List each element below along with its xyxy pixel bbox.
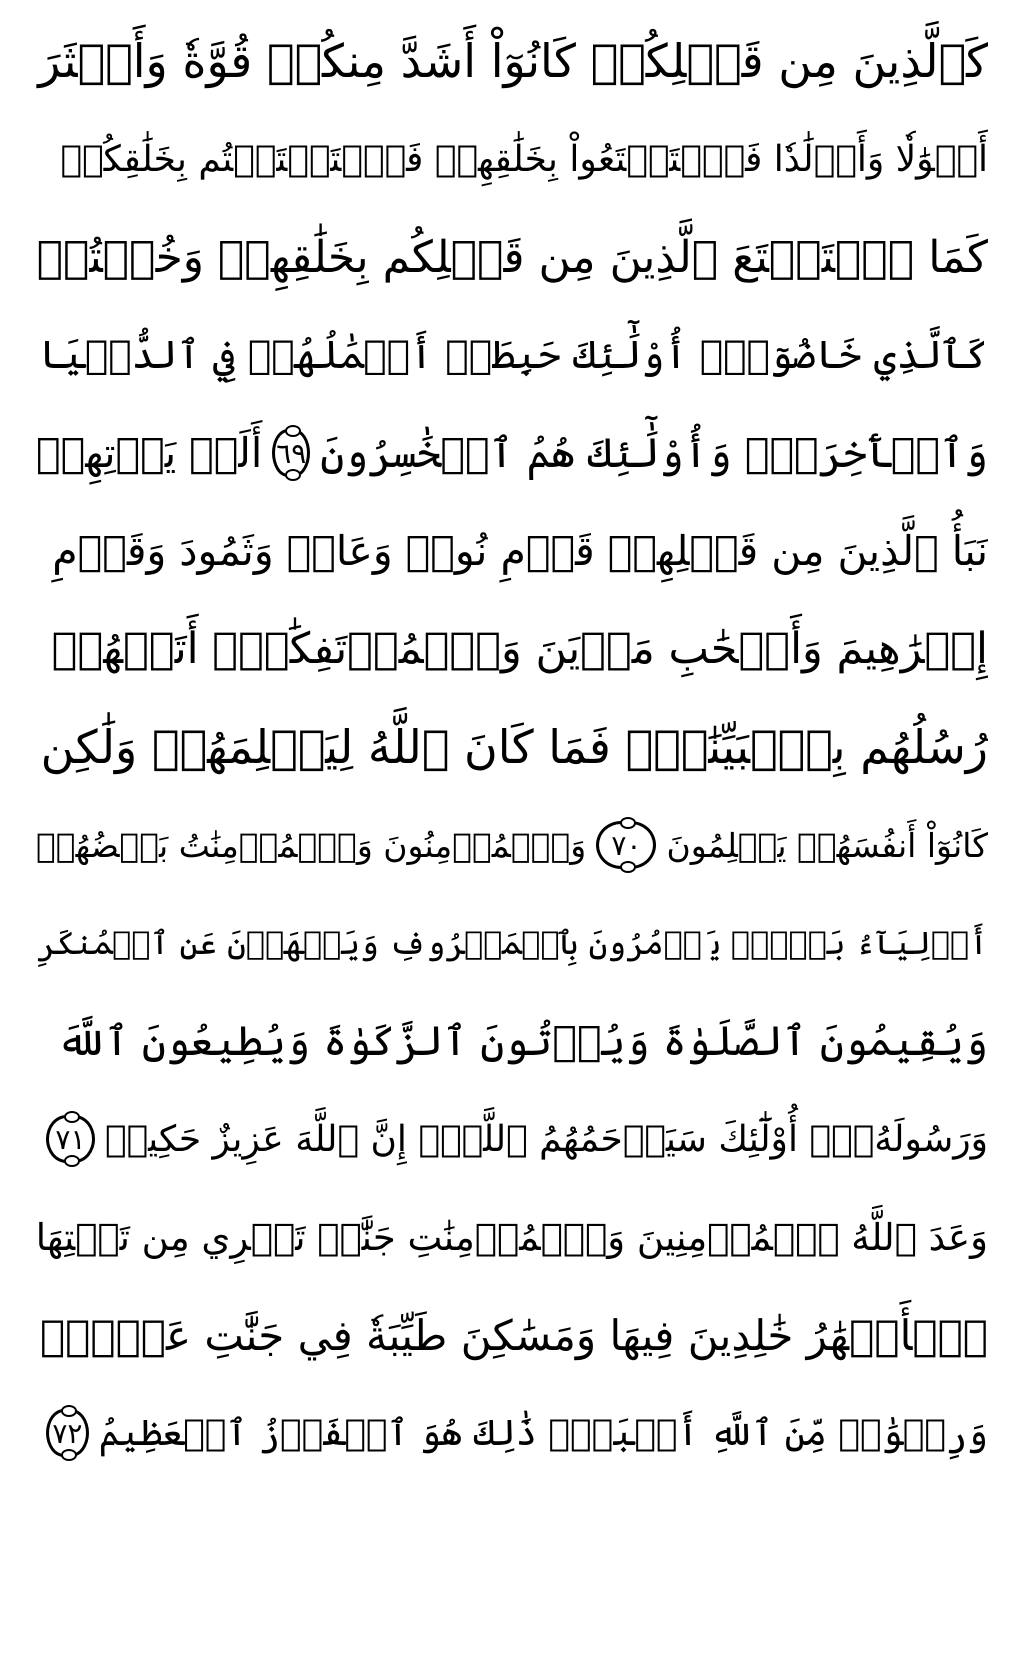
ayah-number-marker: ٦٩: [272, 429, 310, 477]
text-line: [36, 1090, 988, 1188]
line-text: نَبَأُ ٱلَّذِينَ مِن قَبۡلِهِمۡ قَوۡمِ نُوحٖ وَعَادٖ وَثَمُودَ وَقَوۡمِ: [52, 527, 988, 575]
line-text-before-marker: وَٱلۡأٓخِرَةِۖ وَأُوْلَٰٓئِكَ هُمُ ٱلۡخَٰسِرُونَ: [320, 429, 988, 477]
text-line: [36, 502, 988, 600]
text-line: [36, 796, 988, 894]
line-text: ٱلۡأَنۡهَٰرُ خَٰلِدِينَ فِيهَا وَمَسَٰكِنَ طَيِّبَةٗ فِي جَنَّٰتِ عَدۡنٖۚ: [39, 1310, 988, 1360]
text-line: [36, 208, 988, 306]
line-text-after-marker: وَٱلۡمُؤۡمِنُونَ وَٱلۡمُؤۡمِنَٰتُ بَعۡضُهُمۡ: [36, 825, 587, 865]
text-line: [36, 110, 988, 208]
text-line: [36, 992, 988, 1090]
text-line: [36, 600, 988, 698]
text-line: [36, 404, 988, 502]
text-line: [36, 1384, 988, 1482]
line-text: إِبۡرَٰهِيمَ وَأَصۡحَٰبِ مَدۡيَنَ وَٱلۡمُؤۡتَفِكَٰتِۚ أَتَتۡهُمۡ: [51, 624, 988, 674]
text-line: [36, 1286, 988, 1384]
line-text: أَمۡوَٰلٗا وَأَوۡلَٰدٗا فَٱسۡتَمۡتَعُواْ بِخَلَٰقِهِمۡ فَٱسۡتَمۡتَعۡتُم بِخَلَٰقِكُمۡ: [60, 138, 988, 180]
line-text-after-marker: أَلَمۡ يَأۡتِهِمۡ: [36, 429, 263, 477]
text-line: [36, 894, 988, 992]
ayah-number-marker: ٧١: [46, 1115, 95, 1163]
text-line: [36, 1188, 988, 1286]
line-text: وَيُقِيمُونَ ٱلصَّلَوٰةَ وَيُؤۡتُونَ ٱلزَّكَوٰةَ وَيُطِيعُونَ ٱللَّهَ: [56, 1017, 988, 1065]
line-text: أَوۡلِيَآءُ بَعۡضٖۚ يَأۡمُرُونَ بِٱلۡمَعۡرُوفِ وَيَنۡهَوۡنَ عَنِ ٱلۡمُنكَرِ: [37, 924, 988, 962]
text-line: [36, 306, 988, 404]
text-line: [36, 12, 988, 110]
line-text: كَٱلَّذِينَ مِن قَبۡلِكُمۡ كَانُوٓاْ أَشَدَّ مِنكُمۡ قُوَّةٗ وَأَكۡثَرَ: [38, 34, 988, 88]
line-text-before-marker: وَرِضۡوَٰنٞ مِّنَ ٱللَّهِ أَكۡبَرُۚ ذَٰلِكَ هُوَ ٱلۡفَوۡزُ ٱلۡعَظِيمُ: [98, 1412, 988, 1454]
line-text: كَٱلَّذِي خَاضُوٓاْۚ أُوْلَٰٓئِكَ حَبِطَتۡ أَعۡمَٰلُهُمۡ فِي ٱلدُّنۡيَا: [39, 332, 988, 378]
text-line: [36, 698, 988, 796]
line-text: كَمَا ٱسۡتَمۡتَعَ ٱلَّذِينَ مِن قَبۡلِكُم بِخَلَٰقِهِمۡ وَخُضۡتُمۡ: [36, 231, 988, 283]
line-text: رُسُلُهُم بِٱلۡبَيِّنَٰتِۖ فَمَا كَانَ ٱللَّهُ لِيَظۡلِمَهُمۡ وَلَٰكِن: [40, 720, 988, 774]
line-text: وَعَدَ ٱللَّهُ ٱلۡمُؤۡمِنِينَ وَٱلۡمُؤۡمِنَٰتِ جَنَّٰتٖ تَجۡرِي مِن تَحۡتِهَا: [36, 1215, 988, 1259]
ayah-number-marker: ٧٢: [46, 1409, 89, 1457]
ayah-number-marker: ٧٠: [596, 821, 656, 869]
line-text-before-marker: وَرَسُولَهُۥٓۚ أُوْلَٰٓئِكَ سَيَرۡحَمُهُمُ ٱللَّهُۗ إِنَّ ٱللَّهَ عَزِيزٌ حَكِيمٞ: [104, 1118, 988, 1160]
line-text-before-marker: كَانُوٓاْ أَنفُسَهُمۡ يَظۡلِمُونَ: [666, 825, 988, 865]
